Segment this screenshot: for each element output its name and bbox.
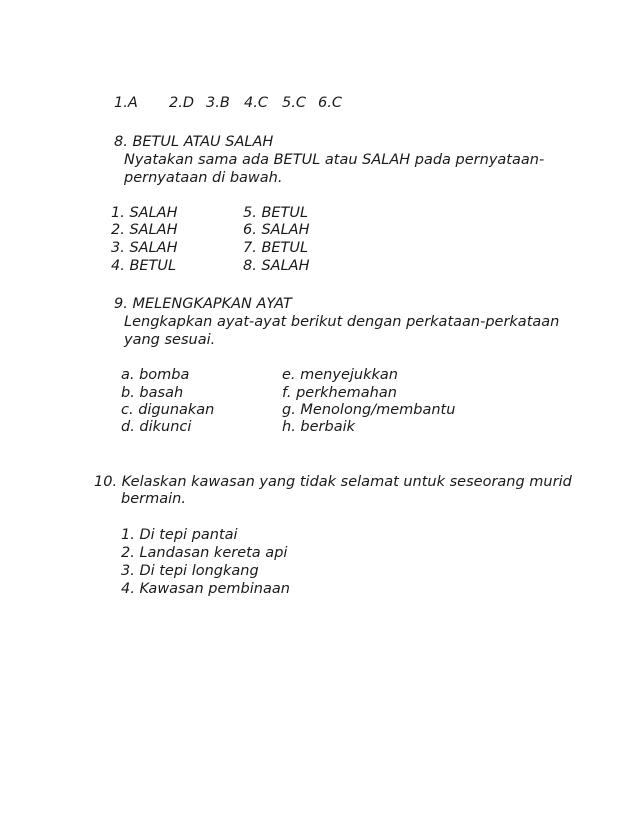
section10-item-3: 3. Di tepi longkang (121, 563, 259, 579)
section9-answer-g: g. Menolong/membantu (282, 402, 456, 418)
section10-item-1: 1. Di tepi pantai (121, 527, 238, 543)
section10-item-4: 4. Kawasan pembinaan (121, 581, 290, 597)
section8-answer-5: 5. BETUL (243, 205, 309, 221)
section8-heading: 8. BETUL ATAU SALAH (114, 134, 274, 150)
section8-answer-1: 1. SALAH (111, 205, 178, 221)
section8-answer-4: 4. BETUL (111, 258, 177, 274)
section9-answer-a: a. bomba (121, 367, 190, 383)
section10-question-line-2: bermain. (121, 491, 186, 507)
section8-answer-6: 6. SALAH (243, 222, 310, 238)
section8-answer-7: 7. BETUL (243, 240, 309, 256)
answer-5: 5.C (282, 95, 306, 111)
answer-3: 3.B (206, 95, 230, 111)
section9-answer-d: d. dikunci (121, 419, 192, 435)
section9-answer-b: b. basah (121, 385, 184, 401)
section9-answer-c: c. digunakan (121, 402, 215, 418)
section9-instruction-line-1: Lengkapkan ayat-ayat berikut dengan perkataan-perkataan (124, 314, 560, 330)
answer-4: 4.C (244, 95, 268, 111)
answer-6: 6.C (318, 95, 342, 111)
section9-instruction-line-2: yang sesuai. (124, 332, 216, 348)
section8-answer-2: 2. SALAH (111, 222, 178, 238)
answer-1: 1.A (114, 95, 138, 111)
answer-2: 2.D (169, 95, 194, 111)
section10-question-line-1: 10. Kelaskan kawasan yang tidak selamat untuk seseorang murid (94, 474, 572, 490)
section8-instruction-line-1: Nyatakan sama ada BETUL atau SALAH pada pernyataan- (124, 152, 545, 168)
section8-answer-8: 8. SALAH (243, 258, 310, 274)
section8-instruction-line-2: pernyataan di bawah. (124, 170, 283, 186)
section9-answer-e: e. menyejukkan (282, 367, 398, 383)
section10-item-2: 2. Landasan kereta api (121, 545, 288, 561)
section9-heading: 9. MELENGKAPKAN AYAT (114, 296, 292, 312)
section8-answer-3: 3. SALAH (111, 240, 178, 256)
section9-answer-f: f. perkhemahan (282, 385, 397, 401)
section9-answer-h: h. berbaik (282, 419, 356, 435)
